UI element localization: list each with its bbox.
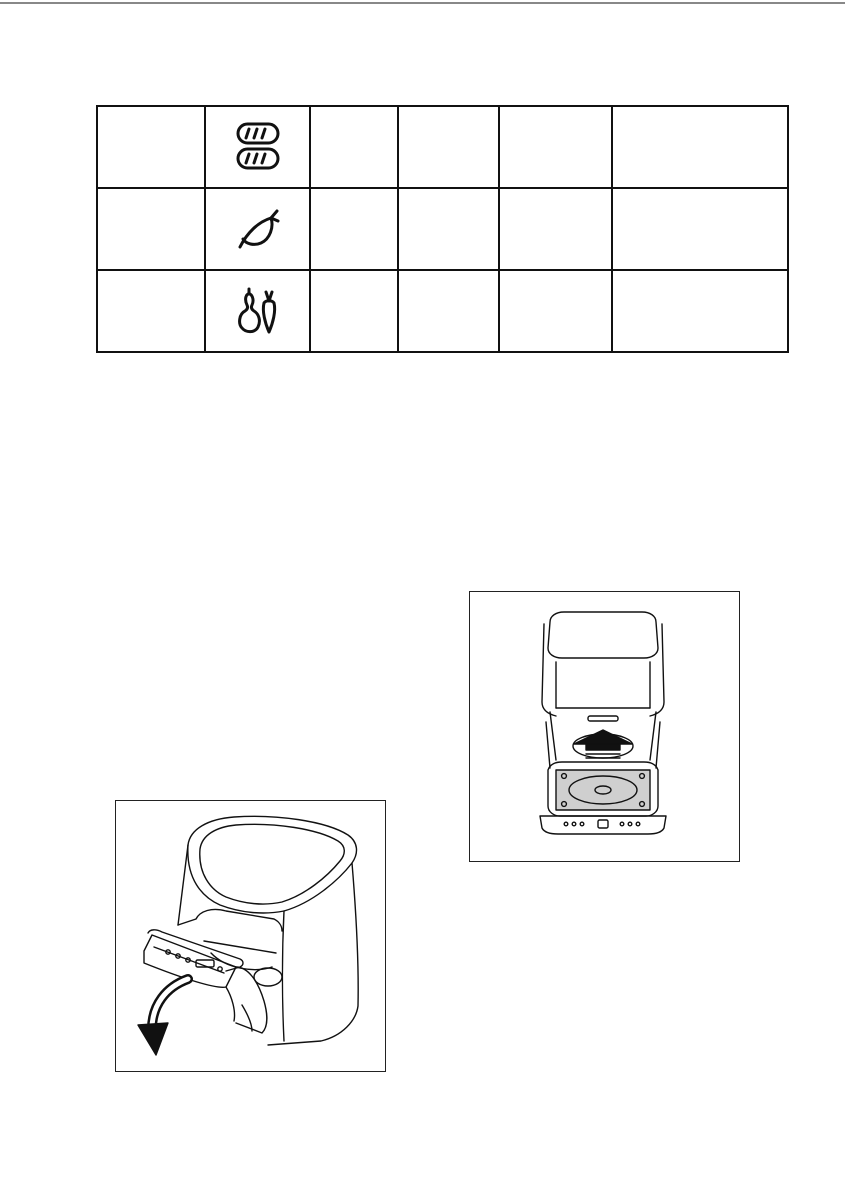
table-cell [97, 188, 205, 270]
table-cell-icon [205, 188, 310, 270]
table-cell [97, 270, 205, 352]
page-top-rule [0, 0, 845, 8]
table-cell [499, 188, 612, 270]
table-cell [310, 270, 398, 352]
table-cell [499, 270, 612, 352]
air-fryer-body [178, 816, 358, 1045]
bread-icon [231, 119, 285, 173]
door-handle [540, 816, 666, 834]
table-cell [398, 270, 499, 352]
fish-icon [231, 201, 285, 255]
curved-down-arrow-icon [138, 979, 188, 1055]
vegetables-icon [231, 283, 285, 337]
table-cell [398, 106, 499, 188]
table-row-bread [97, 106, 788, 188]
table-cell [310, 106, 398, 188]
tray-insertion-illustration [469, 591, 740, 862]
table-cell-icon [205, 270, 310, 352]
table-row-fish [97, 188, 788, 270]
food-table [96, 105, 789, 353]
table-cell [612, 106, 788, 188]
table-cell-icon [205, 106, 310, 188]
table-row-vegetables [97, 270, 788, 352]
table-cell [310, 188, 398, 270]
table-cell [398, 188, 499, 270]
table-cell [499, 106, 612, 188]
table-cell [612, 270, 788, 352]
tray [548, 762, 658, 816]
door-opening-illustration [115, 800, 386, 1072]
up-arrow-icon [574, 730, 632, 758]
door-panel [144, 930, 267, 1033]
table-cell [612, 188, 788, 270]
table-cell [97, 106, 205, 188]
